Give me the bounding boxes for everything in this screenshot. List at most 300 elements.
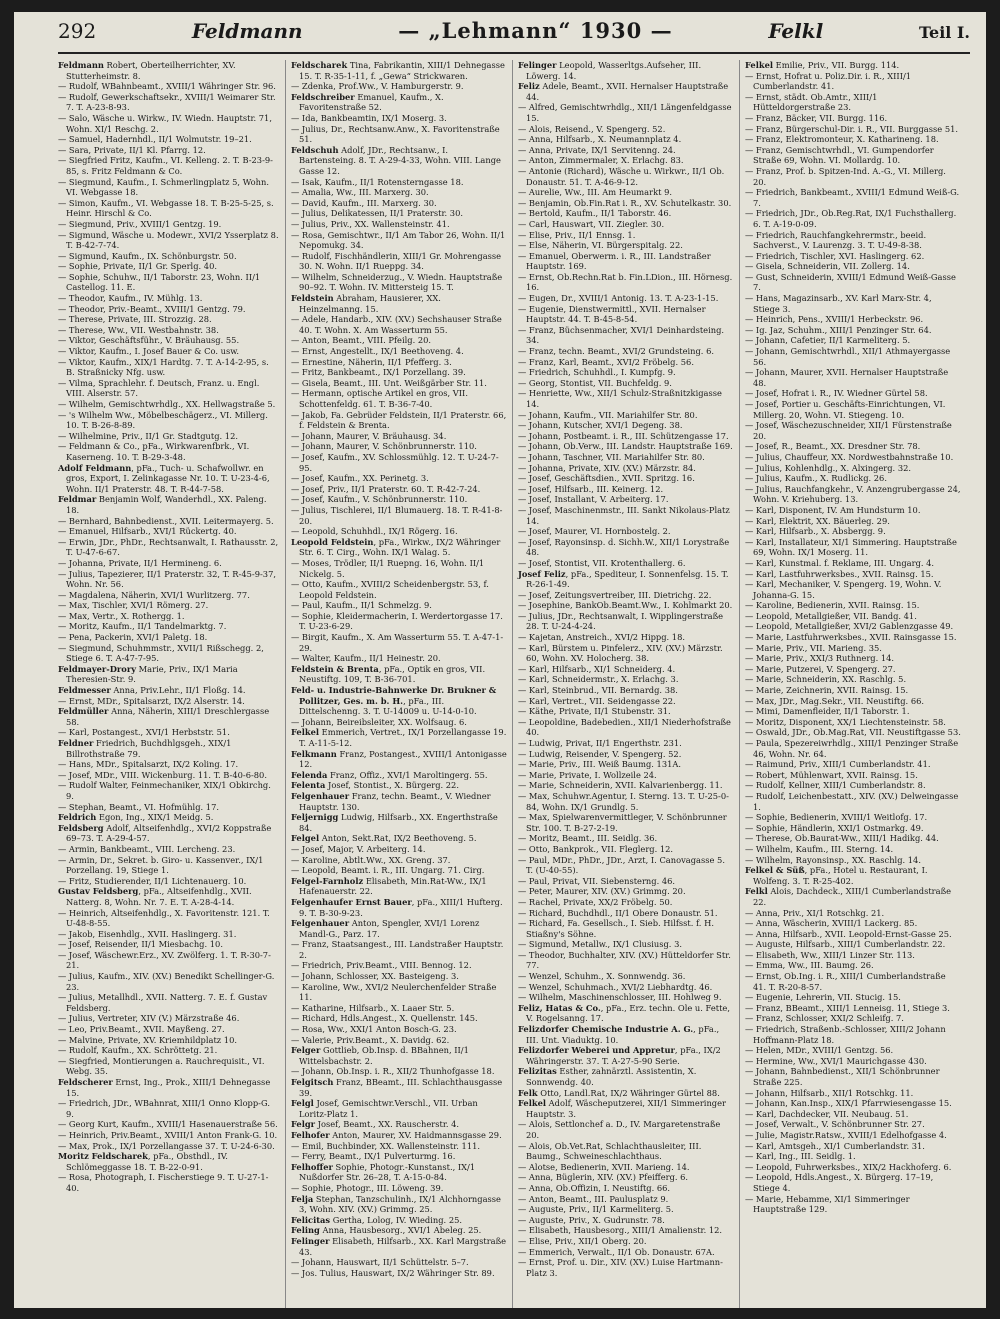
directory-entry xyxy=(58,346,280,357)
entry-text: — Gisela, Beamt., III. Unt. Weißgärber Str. 11. xyxy=(291,377,487,388)
directory-entry xyxy=(518,251,734,272)
directory-entry xyxy=(291,81,507,92)
entry-text: — Julie, Magistr.Ratsw., XVIII/1 Edelhofgasse 4. xyxy=(745,1129,947,1140)
entry-surname: Feldmayer-Drory xyxy=(58,663,137,674)
entry-text: — Paul, Kaufm., II/1 Schmelzg. 9. xyxy=(291,600,432,611)
directory-entry xyxy=(745,558,961,569)
directory-entry xyxy=(745,516,961,527)
entry-text: — 's Wilhelm Ww., Möbelbeschägerz., VI. Millerg. 10. T. B-26-8-89. xyxy=(58,409,268,431)
directory-entry xyxy=(518,897,734,908)
entry-surname: Felgel xyxy=(291,833,320,844)
directory-entry xyxy=(291,208,507,219)
directory-entry xyxy=(291,378,507,389)
entry-text: — Anna, Büglerin, XIV. (XV.) Pfeifferg. 6. xyxy=(518,1172,689,1183)
directory-entry xyxy=(518,611,734,632)
directory-entry xyxy=(291,441,507,452)
directory-entry xyxy=(58,314,280,325)
entry-text: — Friedrich, Schuhhdl., I. Kumpfg. 9. xyxy=(518,367,676,378)
entry-text: — Ernst, Ob.Ing. i. R., XIII/1 Cumberlandstraße 41. T. R-20-8-57. xyxy=(745,971,946,992)
entry-text: — Wenzel, Schuhmach., XVI/2 Liebhardtg. 46. xyxy=(518,981,713,992)
entry-surname: Felkel & Süß xyxy=(745,865,805,876)
entry-text: Abraham, Hausierer, XX. Heinzelmanng. 15. xyxy=(299,293,441,314)
directory-entry xyxy=(518,155,734,166)
entry-text: — Johanna, Private, XIV. (XV.) Märzstr. 84. xyxy=(518,462,696,473)
directory-entry xyxy=(745,1194,961,1215)
directory-entry xyxy=(58,145,280,156)
entry-text: — Heinrich, Pens., XVIII/1 Herbeckstr. 96. xyxy=(745,314,924,325)
directory-entry xyxy=(745,1088,961,1099)
directory-entry xyxy=(518,812,734,833)
directory-entry xyxy=(58,759,280,770)
entry-surname: Leopold Feldstein xyxy=(291,536,374,547)
directory-entry xyxy=(291,791,507,812)
directory-entry xyxy=(518,473,734,484)
directory-entry xyxy=(58,304,280,315)
directory-entry xyxy=(745,60,961,71)
directory-entry xyxy=(291,198,507,209)
page-header xyxy=(58,18,970,54)
entry-text: — Johann, Schlosser, XX. Basteigeng. 3. xyxy=(291,971,459,982)
directory-entry xyxy=(291,653,507,664)
entry-text: — Oswald, JDr., Ob.Mag.Rat, VII. Neustiftgasse 53. xyxy=(745,727,961,738)
entry-text: — Ernst, Prof. u. Dir., XIV. (XV.) Luise Hartmann-Platz 3. xyxy=(518,1257,723,1278)
entry-text: — Johann, Postbeamt. i. R., III. Schützengasse 17. xyxy=(518,430,729,441)
directory-entry xyxy=(745,918,961,929)
directory-entry xyxy=(58,441,280,462)
directory-entry xyxy=(291,314,507,335)
directory-entry xyxy=(291,1162,507,1183)
directory-entry xyxy=(518,780,734,791)
directory-entry xyxy=(518,1194,734,1205)
entry-text: — Therese, Ww., VII. Westbahnstr. 38. xyxy=(58,324,219,335)
entry-text: — Leopold, Fuhrwerksbes., XIX/2 Hackhoferg. 6. xyxy=(745,1161,952,1172)
entry-surname: Feldmesser xyxy=(58,685,111,696)
directory-entry xyxy=(58,558,280,569)
entry-text: — Anna, Hilfsarb., X. Neumannplatz 4. xyxy=(518,134,682,145)
entry-text: — Julius, Kaufm., XIV. (XV.) Benedikt Schellinger-G. 23. xyxy=(58,971,275,992)
entry-text: — Sophie, Schuhw., II/1 Taborstr. 23, Wohn. II/1 Castellog. 11. E. xyxy=(58,271,261,293)
directory-entry xyxy=(745,526,961,537)
entry-text: — Karl, Lastfuhrwerksbes., XVII. Rainsg. 15. xyxy=(745,568,934,579)
entry-text: — Theodor, Kaufm., IV. Mühlg. 13. xyxy=(58,293,203,304)
entry-text: — Heinrich, Priv.Beamt., XVIII/1 Anton Frank-G. 10. xyxy=(58,1129,278,1140)
entry-text: — Julius, Kaufm., X. Rudlickg. 26. xyxy=(745,473,887,484)
directory-entry xyxy=(518,388,734,409)
directory-entry xyxy=(291,367,507,378)
directory-entry xyxy=(58,929,280,940)
directory-entry xyxy=(291,1183,507,1194)
directory-entry xyxy=(518,855,734,876)
directory-entry xyxy=(291,770,507,781)
entry-text: — Elise, Priv., XII/1 Oberg. 20. xyxy=(518,1235,647,1246)
entry-text: , pFa., III. Dittelschenng. 3. T. U-14009 u. U-14-0-10. xyxy=(299,695,477,717)
directory-entry xyxy=(745,727,961,738)
directory-entry xyxy=(58,92,280,113)
directory-entry xyxy=(58,230,280,251)
entry-text: — Rosa, Photograph, I. Fischerstiege 9. T. U-27-1-40. xyxy=(58,1172,269,1193)
entry-surname: Feldscharek xyxy=(291,60,348,70)
entry-text: — Johann, Kaufm., VII. Mariahilfer Str. 80. xyxy=(518,409,698,420)
directory-entry xyxy=(745,113,961,124)
directory-entry xyxy=(291,1035,507,1046)
directory-entry xyxy=(518,410,734,421)
entry-text: — Max, Vertr., X. Rothergg. 1. xyxy=(58,610,185,621)
directory-entry xyxy=(291,876,507,897)
directory-entry xyxy=(518,876,734,887)
entry-text: — Hans, Magazinsarb., XV. Karl Marx-Str. 4, Stiege 3. xyxy=(745,293,932,314)
entry-text: — Rudolf, Kellner, XIII/1 Cumberlandstr. 8. xyxy=(745,780,926,791)
directory-entry xyxy=(745,855,961,866)
entry-text: — Josef, Hilfsarb., III. Keinerg. 12. xyxy=(518,483,664,494)
entry-text: — Sigmund, Kaufm., IX. Schönburgstr. 50. xyxy=(58,250,237,261)
entry-text: Ludwig, Hilfsarb., XX. Engerthstraße 84. xyxy=(299,812,498,833)
entry-text: , pFa., Hotel u. Restaurant, I. Wolfeng. 3. T. R-25-402. xyxy=(753,865,928,886)
directory-entry xyxy=(58,335,280,346)
directory-entry xyxy=(518,749,734,760)
entry-surname: Felizitas xyxy=(518,1066,557,1077)
entry-text: , pFa., III. Unt. Viaduktg. 10. xyxy=(526,1024,720,1045)
entry-text: — Raimund, Priv., XIII/1 Cumberlandstr. 41. xyxy=(745,759,931,770)
directory-entry xyxy=(745,124,961,135)
directory-entry xyxy=(518,632,734,643)
entry-text: — Karl, Schneidermstr., X. Erlachg. 3. xyxy=(518,674,679,685)
entry-text: — Emanuel, Oberwerm. i. R., III. Landstraßer Hauptstr. 169. xyxy=(518,250,711,272)
directory-entry xyxy=(745,505,961,516)
directory-entry xyxy=(58,632,280,643)
directory-entry xyxy=(518,1162,734,1173)
directory-entry xyxy=(518,770,734,781)
entry-text: — Georg, Stontist, VII. Buchfeldg. 9. xyxy=(518,377,672,388)
directory-entry xyxy=(291,1215,507,1226)
entry-text: — Therese, Ob.Baurat-Ww., XIII/1 Hadikg. 44. xyxy=(745,833,939,844)
entry-text: — Karl, Elektrit, XX. Bäuerleg. 29. xyxy=(745,515,890,526)
directory-entry xyxy=(745,833,961,844)
directory-entry xyxy=(58,1035,280,1046)
entry-surname: Felgl xyxy=(291,1098,314,1109)
directory-entry xyxy=(58,685,280,696)
entry-text: — Ernst, Angestellt., IX/1 Beethoveng. 4. xyxy=(291,346,464,357)
directory-entry xyxy=(745,674,961,685)
directory-entry xyxy=(745,452,961,463)
entry-text: — Julius, Kohlenhdlg., X. Alxingerg. 32. xyxy=(745,462,912,473)
directory-entry xyxy=(58,886,280,907)
entry-text: — Rosa, Gemischtwr., II/1 Am Tabor 26, Wohn. II/1 Nepomukg. 34. xyxy=(291,229,506,251)
directory-entry xyxy=(518,1183,734,1194)
entry-surname: Gustav Feldsberg xyxy=(58,886,139,897)
directory-entry xyxy=(518,357,734,368)
entry-text: Gertha, Lolog, IV. Wieding. 25. xyxy=(330,1214,463,1225)
directory-entry xyxy=(518,971,734,982)
directory-entry xyxy=(518,738,734,749)
directory-entry xyxy=(518,569,734,590)
directory-entry xyxy=(745,1172,961,1193)
entry-text: — Rudolf, Kaufm., XX. Schröttetg. 21. xyxy=(58,1045,218,1056)
directory-entry xyxy=(745,1056,961,1067)
entry-text: — Josef, Wäschezuschneider, XII/1 Fürstenstraße 20. xyxy=(745,420,952,441)
entry-text: — Wilhelm, Rayonsinsp., XX. Raschlg. 14. xyxy=(745,854,921,865)
entry-text: Leopold, Wasserltgs.Aufseher, III. Löwerg. 14. xyxy=(526,60,702,81)
entry-text: — Karl, Amtsgeh., XI/1 Cumberlandstr. 31. xyxy=(745,1140,925,1151)
entry-text: — Alois, Reisend., V. Spengerg. 52. xyxy=(518,123,666,134)
entry-text: — Valerie, Priv.Beamt., X. Davidg. 62. xyxy=(291,1034,450,1045)
directory-entry xyxy=(518,60,734,81)
directory-entry xyxy=(291,1119,507,1130)
entry-text: — Ernst, Hofrat u. Poliz.Dir. i. R., XIII/1 Cumberlandstr. 41. xyxy=(745,70,912,92)
entry-text: — Sophie, Bedienerin, XVIII/1 Weitlofg. 17. xyxy=(745,812,928,823)
entry-text: — Julius, Chauffeur, XX. Nordwestbahnstraße 10. xyxy=(745,451,954,462)
entry-text: — Josef, Wäschewr.Erz., XV. Zwölferg. 1. T. R-30-7-21. xyxy=(58,949,271,971)
directory-entry xyxy=(518,431,734,442)
entry-text: — Marie, Lastfuhrwerksbes., XVII. Rainsgasse 15. xyxy=(745,632,957,643)
entry-text: — Aurelie, Ww., III. Am Heumarkt 9. xyxy=(518,187,672,198)
directory-entry xyxy=(518,1066,734,1087)
entry-text: — Karl, Kunstmal. f. Reklame, III. Ungarg. 4. xyxy=(745,557,935,568)
directory-entry xyxy=(745,844,961,855)
entry-text: — Julius, Delikatessen, II/1 Praterstr. 30. xyxy=(291,208,464,219)
directory-entry xyxy=(745,643,961,654)
directory-entry xyxy=(58,643,280,664)
entry-text: — Rudolf, Gewerkschaftsekr., XVIII/1 Weimarer Str. 7. T. A-23-8-93. xyxy=(58,91,276,113)
directory-entry xyxy=(518,643,734,664)
directory-entry xyxy=(58,823,280,844)
entry-text: — Max, Tischler, XVI/1 Römerg. 27. xyxy=(58,600,209,611)
directory-entry xyxy=(58,844,280,855)
entry-text: — Johann, Kutscher, XVI/1 Degeng. 38. xyxy=(518,420,683,431)
entry-text: Emanuel, Kaufm., X. Favoritenstraße 52. xyxy=(299,91,444,113)
directory-entry xyxy=(58,780,280,801)
directory-entry xyxy=(58,950,280,971)
entry-text: — Josephine, BankOb.Beamt.Ww., I. Kohlmarkt 20. xyxy=(518,600,733,611)
directory-entry xyxy=(291,1151,507,1162)
directory-entry xyxy=(518,992,734,1003)
entry-surname: Feliz, Hatas & Co. xyxy=(518,1002,601,1013)
entry-text: — Karl, Bürstem u. Pinfelerz., XIV. (XV.) Märzstr. 60, Wohn. XV. Holocherg. 38. xyxy=(518,642,723,664)
directory-entry xyxy=(745,611,961,622)
directory-entry xyxy=(518,230,734,241)
directory-entry xyxy=(518,134,734,145)
directory-entry xyxy=(518,664,734,675)
entry-text: — Marie, Schneiderin, XVII. Kalvarienbergg. 11. xyxy=(518,780,723,791)
directory-entry xyxy=(518,452,734,463)
entry-text: — Rudolf, WBahnbeamt., XVIII/1 Währinger Str. 96. xyxy=(58,81,276,92)
entry-text: — Wilhelm, Schneiderzug., V. Wiedn. Hauptstraße 90–92. T. Wohn. IV. Mittersteig 15. T. xyxy=(291,271,503,293)
directory-entry xyxy=(291,1066,507,1077)
entry-surname: Felgenhauer xyxy=(291,790,350,801)
directory-entry xyxy=(745,261,961,272)
entry-text: — Alois, Settlonchef a. D., IV. Margaretenstraße 20. xyxy=(518,1119,721,1140)
directory-entry xyxy=(291,388,507,409)
entry-text: — Karl, Postangest., XVI/1 Herbststr. 51. xyxy=(58,727,230,738)
entry-text: , pFa., Spediteur, I. Sonnenfelsg. 15. T. R-26-1-49. xyxy=(526,568,729,590)
entry-text: Esther, zahnärztl. Assistentin, X. Sonnwendg. 40. xyxy=(526,1066,697,1087)
entry-text: — Theodor, Buchhalter, XIV. (XV.) Hütteldorfer Str. 77. xyxy=(518,949,731,971)
entry-text: — Rudolf Walter, Feinmechaniker, XIX/1 Obkirchg. 9. xyxy=(58,780,271,801)
entry-text: — Max, Prok., IX/1 Porzellangasse 37. T. U-24-6-30. xyxy=(58,1140,275,1151)
entry-text: — Richard, Fa. Gesellsch., I. Sieb. Hilfsst. f. H. Stiaßny's Söhne. xyxy=(518,918,714,939)
directory-entry xyxy=(291,335,507,346)
directory-entry xyxy=(291,918,507,939)
entry-text: — Auguste, Priv., II/1 Karmeliterg. 5. xyxy=(518,1204,674,1215)
directory-entry xyxy=(58,621,280,632)
directory-entry xyxy=(518,1204,734,1215)
directory-entry xyxy=(745,653,961,664)
entry-text: — Benjamin, Ob.Fin.Rat i. R., XV. Schutelkastr. 30. xyxy=(518,197,732,208)
directory-entry xyxy=(745,293,961,314)
directory-entry xyxy=(58,463,280,495)
entry-text: — Peter, Maurer, XIV. (XV.) Grimmg. 20. xyxy=(518,886,686,897)
directory-entry xyxy=(291,293,507,314)
directory-columns xyxy=(58,60,970,1308)
directory-entry xyxy=(291,1045,507,1066)
entry-text: — Elisabeth, Hausbesorg., XIII/1 Amalienstr. 12. xyxy=(518,1225,723,1236)
entry-text: — Hans, MDr., Spitalsarzt, IX/2 Koling. 17. xyxy=(58,759,239,770)
directory-entry xyxy=(58,908,280,929)
directory-entry xyxy=(58,1098,280,1119)
directory-entry xyxy=(745,664,961,675)
entry-text: — Samuel, Hadernhdl., II/1 Wolmutstr. 19–21. xyxy=(58,134,252,145)
directory-entry xyxy=(58,1045,280,1056)
directory-entry xyxy=(291,558,507,579)
directory-entry xyxy=(291,473,507,484)
entry-surname: Felkmann xyxy=(291,748,337,759)
directory-entry xyxy=(518,600,734,611)
entry-text: — Katharine, Hilfsarb., X. Laaer Str. 5. xyxy=(291,1002,455,1013)
directory-entry xyxy=(745,950,961,961)
directory-entry xyxy=(58,1130,280,1141)
directory-entry xyxy=(291,1236,507,1257)
directory-entry xyxy=(291,431,507,442)
entry-text: — Anton, Beamt., VIII. Pfeilg. 20. xyxy=(291,335,432,346)
directory-entry xyxy=(518,1141,734,1162)
entry-text: — Leopold, Metallgießer, XVI/2 Gablenzgasse 49. xyxy=(745,621,954,632)
entry-text: — Richard, Buchdhdl., II/1 Obere Donaustr. 51. xyxy=(518,907,718,918)
entry-text: — Eugenie, Lehrerin, VII. Stucig. 15. xyxy=(745,992,901,1003)
directory-entry xyxy=(518,367,734,378)
directory-entry xyxy=(58,1056,280,1077)
entry-text: — Wilhelmine, Priv., II/1 Gr. Stadtgutg. 12. xyxy=(58,430,238,441)
directory-entry xyxy=(745,1151,961,1162)
entry-text: — Ida, Bankbeamtin, IX/1 Moserg. 3. xyxy=(291,112,447,123)
directory-entry xyxy=(58,155,280,176)
entry-text: — Josef, Priv., II/1 Praterstr. 60. T. R-42-7-24. xyxy=(291,483,481,494)
directory-entry xyxy=(58,325,280,336)
entry-text: , pFa., Optik en gros, VII. Neustiftg. 109, T. B-36-701. xyxy=(299,663,486,685)
entry-text: — Gisela, Schneiderin, VII. Zollerg. 14. xyxy=(745,261,910,272)
entry-text: — Ig. Jaz, Schuhm., XIII/1 Penzinger Str. 64. xyxy=(745,324,932,335)
entry-text: — Fritz, Bankbeamt., IX/1 Porzellang. 39. xyxy=(291,367,466,378)
entry-text: — Josef, Installant, V. Arbeiterg. 17. xyxy=(518,494,669,505)
entry-text: — Marie, Priv., VII. Marieng. 35. xyxy=(745,642,882,653)
entry-text: — Walter, Kaufm., II/1 Heinestr. 20. xyxy=(291,653,441,664)
entry-text: — Anna, Wäscherin, XVIII/1 Lackerg. 85. xyxy=(745,918,918,929)
entry-text: — Alois, Ob.Vet.Rat, Schlachthausleiter, III. Baumg., Schweineschlachthaus. xyxy=(518,1140,702,1162)
entry-surname: Adolf Feldmann xyxy=(58,462,132,473)
entry-text: — Siegfried, Montierungen a. Rauchrequisit., VI. Webg. 35. xyxy=(58,1055,265,1077)
directory-entry xyxy=(291,865,507,876)
entry-text: — Josef, MDr., VIII. Wickenburg. 11. T. B-40-6-80. xyxy=(58,769,267,780)
entry-surname: Felgitsch xyxy=(291,1077,334,1087)
directory-entry xyxy=(58,1013,280,1024)
directory-entry xyxy=(745,1141,961,1152)
directory-entry xyxy=(58,177,280,198)
entry-surname: Feldscherer xyxy=(58,1077,113,1087)
entry-text: — Anna, Hilfsarb., XVII. Leopold-Ernst-Gasse 25. xyxy=(745,928,952,939)
directory-entry xyxy=(518,325,734,346)
entry-text: — Wilhelm, Maschinenschlosser, III. Hohlweg 9. xyxy=(518,992,722,1003)
directory-entry xyxy=(518,81,734,102)
directory-entry xyxy=(745,314,961,325)
entry-text: Anna, Priv.Lehr., II/1 Floßg. 14. xyxy=(110,685,246,696)
entry-text: — Karl, Disponent, IV. Am Hundsturm 10. xyxy=(745,504,921,515)
directory-entry xyxy=(58,1119,280,1130)
directory-entry xyxy=(745,251,961,262)
entry-surname: Felenta xyxy=(291,780,326,791)
entry-text: — Max, JDr., Mag.Sekr., VII. Neustiftg. 66. xyxy=(745,695,925,706)
entry-text: Anna, Näherin, XIII/1 Dreschlergasse 58. xyxy=(66,706,270,727)
entry-text: — Anna, Ob.Offizin, I. Neustiftg. 66. xyxy=(518,1182,671,1193)
entry-surname: Josef Feliz xyxy=(518,568,566,579)
entry-text: — Karoline, Ww., XVI/2 Neulerchenfelder Straße 11. xyxy=(291,981,497,1003)
entry-surname: Felkel xyxy=(745,60,774,70)
entry-text: — Ferry, Beamt., IX/1 Pulverturmg. 16. xyxy=(291,1151,456,1162)
entry-surname: Feldmar xyxy=(58,494,97,505)
entry-text: — Julius, Metallhdl., XVII. Natterg. 7. E. f. Gustav Feldsberg. xyxy=(58,992,268,1013)
entry-text: — Friedrich, JDr., Ob.Reg.Rat, IX/1 Fuchsthallerg. 6. T. A-19-0-09. xyxy=(745,208,957,229)
entry-text: Anton, Maurer, XV. Haidmannsgasse 29. xyxy=(329,1129,502,1140)
entry-text: — Marie, Putzerei, V. Spengerg. 27. xyxy=(745,663,896,674)
directory-entry xyxy=(745,463,961,474)
directory-entry xyxy=(58,611,280,622)
entry-text: — Josef, Kaufm., XX. Perinetg. 3. xyxy=(291,473,429,484)
directory-entry xyxy=(58,261,280,272)
entry-text: — Robert, Mühlenwart, XVII. Rainsg. 15. xyxy=(745,769,918,780)
directory-entry xyxy=(58,357,280,378)
entry-text: — Wenzel, Schuhm., X. Sonnwendg. 36. xyxy=(518,971,686,982)
directory-entry xyxy=(58,727,280,738)
entry-text: Anton, Spengler, XVI/1 Lorenz Mandl-G., Parz. 17. xyxy=(299,918,480,939)
entry-text: — Theodor, Priv.-Beamt., XVIII/1 Gentzg. 79. xyxy=(58,303,246,314)
entry-text: — Hermann, optische Artikel en gros, VII. Schottenfeldg. 61. T. B-36-7-40. xyxy=(291,388,468,409)
entry-surname: Felkel xyxy=(291,727,320,738)
directory-entry xyxy=(291,685,507,717)
directory-entry xyxy=(518,441,734,452)
directory-entry xyxy=(518,759,734,770)
entry-text: — Emil, Buchbinder, XX. Wallensteinstr. 111. xyxy=(291,1140,481,1151)
entry-surname: Feljernigg xyxy=(291,812,339,823)
entry-text: Marie, Priv., IX/1 Maria Theresien-Str. 9. xyxy=(66,663,238,685)
directory-entry xyxy=(58,219,280,230)
entry-text: — Rachel, Private, XX/2 Fröbelg. 50. xyxy=(518,896,673,907)
directory-entry xyxy=(518,420,734,431)
entry-text: Alois, Dachdeck., XIII/1 Cumberlandstraße 22. xyxy=(753,886,952,907)
entry-text: — Franz, Büchsenmacher, XVI/1 Deinhardsteing. 34. xyxy=(518,324,725,346)
entry-text: — Josef, Kaufm., XV. Schlossmühlg. 12. T. U-24-7-95. xyxy=(291,451,499,473)
directory-entry xyxy=(745,600,961,611)
entry-text: — Sophie, Kleidermacherin, I. Werdertorgasse 17. T. U-23-6-29. xyxy=(291,610,503,632)
directory-entry xyxy=(518,198,734,209)
directory-entry xyxy=(518,982,734,993)
entry-text: — Sophie, Private, II/1 Gr. Sperlg. 40. xyxy=(58,261,217,272)
entry-text: — Karl, Hilfsarb., X. Absbergg. 9. xyxy=(745,526,886,537)
entry-text: — Karl, Installateur, XI/1 Simmering. Hauptstraße 69, Wohn. IX/1 Moserg. 11. xyxy=(745,536,957,558)
entry-text: — Leopold, Metallgießer, VII. Bandg. 41. xyxy=(745,610,917,621)
entry-text: — Otto, Kaufm., XVIII/2 Scheidenbergstr. 53, f. Leopold Feldstein. xyxy=(291,579,489,600)
entry-text: Elisabeth, Min.Rat-Ww., IX/1 Hafenauerstr. 22. xyxy=(299,875,487,897)
entry-text: — Franz, Bürgerschul-Dir. i. R., VII. Burggasse 51. xyxy=(745,123,959,134)
directory-entry xyxy=(291,1225,507,1236)
entry-text: — Josef, Stontist, VII. Krotenthallerg. 6. xyxy=(518,557,686,568)
entry-text: — Jakob, Fa. Gebrüder Feldstein, II/1 Praterstr. 66, f. Feldstein & Brenta. xyxy=(291,409,507,431)
